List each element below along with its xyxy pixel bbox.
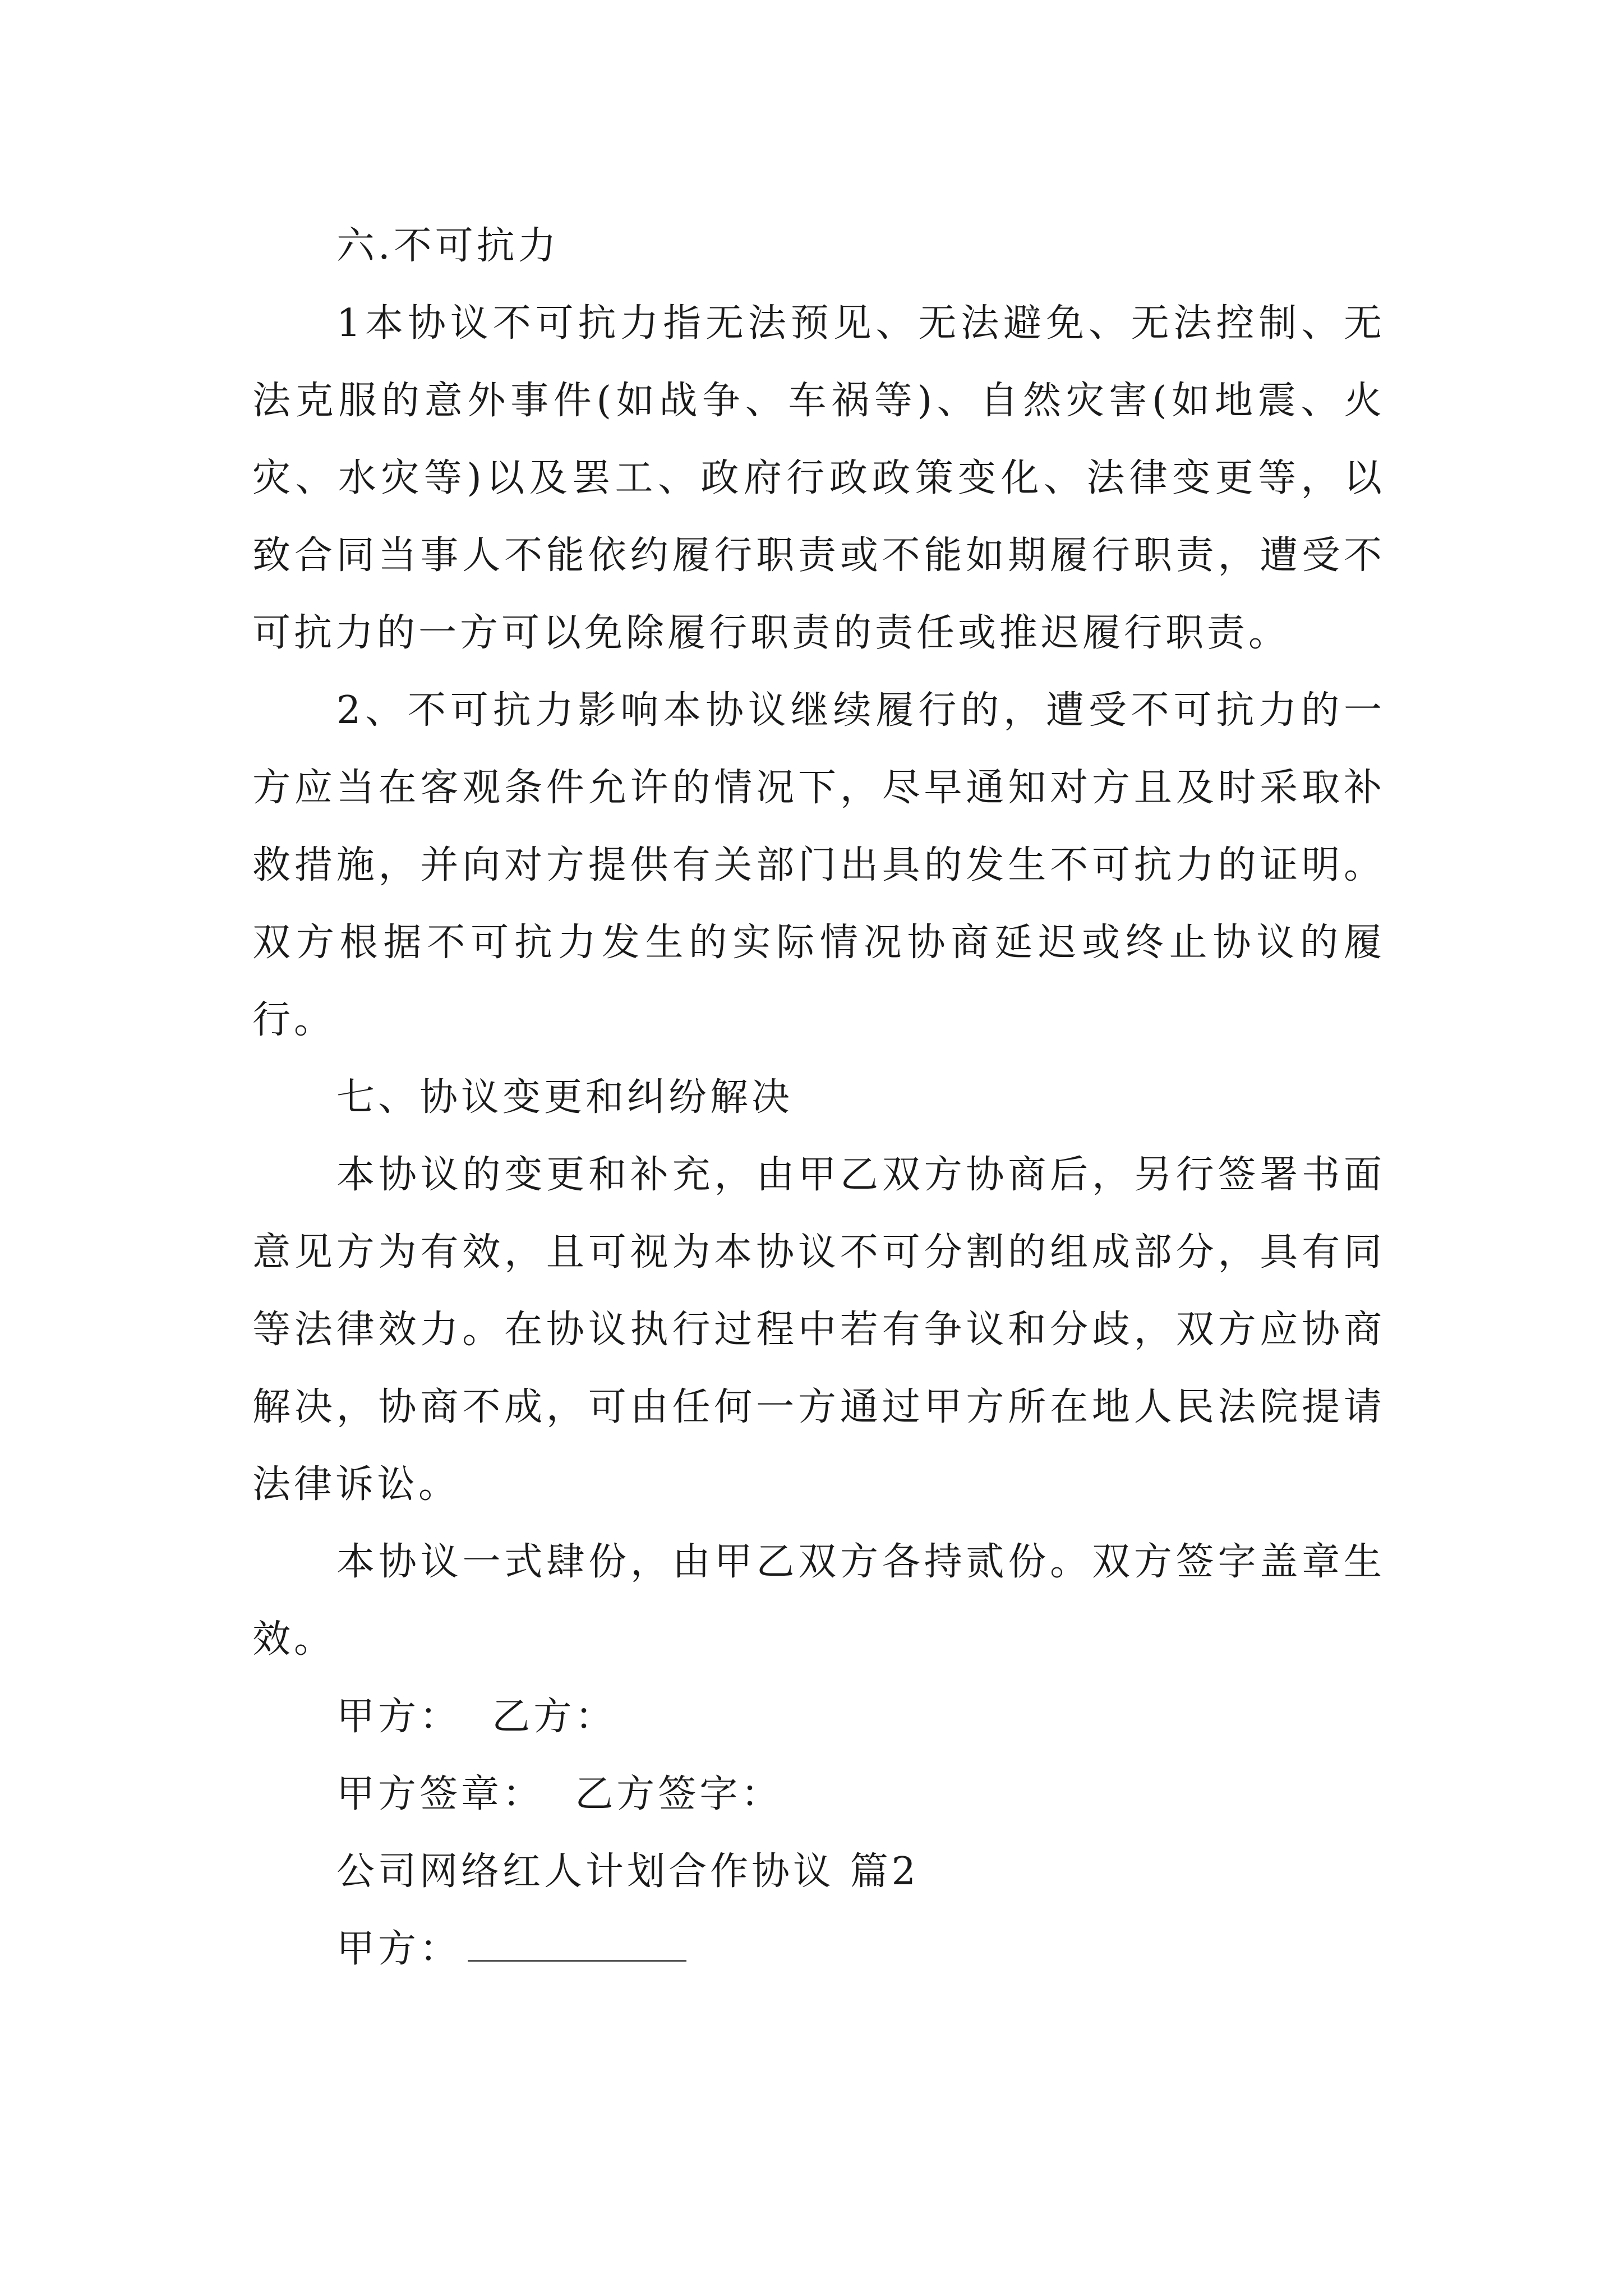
party-a-line [252,1911,1385,1988]
signatures-line: 甲方签章： 乙方签字： [336,1772,783,1816]
parties-line: 甲方： 乙方： [336,1695,617,1739]
section-heading-changes-disputes: 七、协议变更和纠纷解决 [336,1075,794,1120]
party-a-blank-field [468,1921,686,1962]
paragraph-force-majeure-1: 1本协议不可抗力指无法预见、无法避免、无法控制、无法克服的意外事件(如战争、车祸等)、自然灾害(如地震、火灾、水灾等)以及罢工、政府行政政策变化、法律变更等，以致合同当事人不能依约履行职责或不能如期履行职责，遭受不可抗力的一方可以免除履行职责的责任或推迟履行职责。 [252,301,1385,655]
party-a-label: 甲方： [336,1927,462,1971]
paragraph-changes-disputes: 本协议的变更和补充，由甲乙双方协商后，另行签署书面意见方为有效，且可视为本协议不可分割的组成部分，具有同等法律效力。在协议执行过程中若有争议和分歧，双方应协商解决，协商不成，可由任何一方通过甲方所在地人民法院提请法律诉讼。 [252,1153,1385,1507]
section-heading-force-majeure: 六.不可抗力 [336,224,560,268]
document-body [252,208,1385,1988]
agreement-title-2: 公司网络红人计划合作协议 篇2 [336,1849,919,1894]
paragraph-force-majeure-2: 2、不可抗力影响本协议继续履行的，遭受不可抗力的一方应当在客观条件允许的情况下，尽早通知对方且及时采取补救措施，并向对方提供有关部门出具的发生不可抗力的证明。双方根据不可抗力发生的实际情况协商延迟或终止协议的履行。 [252,688,1385,1042]
paragraph-copies: 本协议一式肆份，由甲乙双方各持贰份。双方签字盖章生效。 [252,1540,1385,1662]
